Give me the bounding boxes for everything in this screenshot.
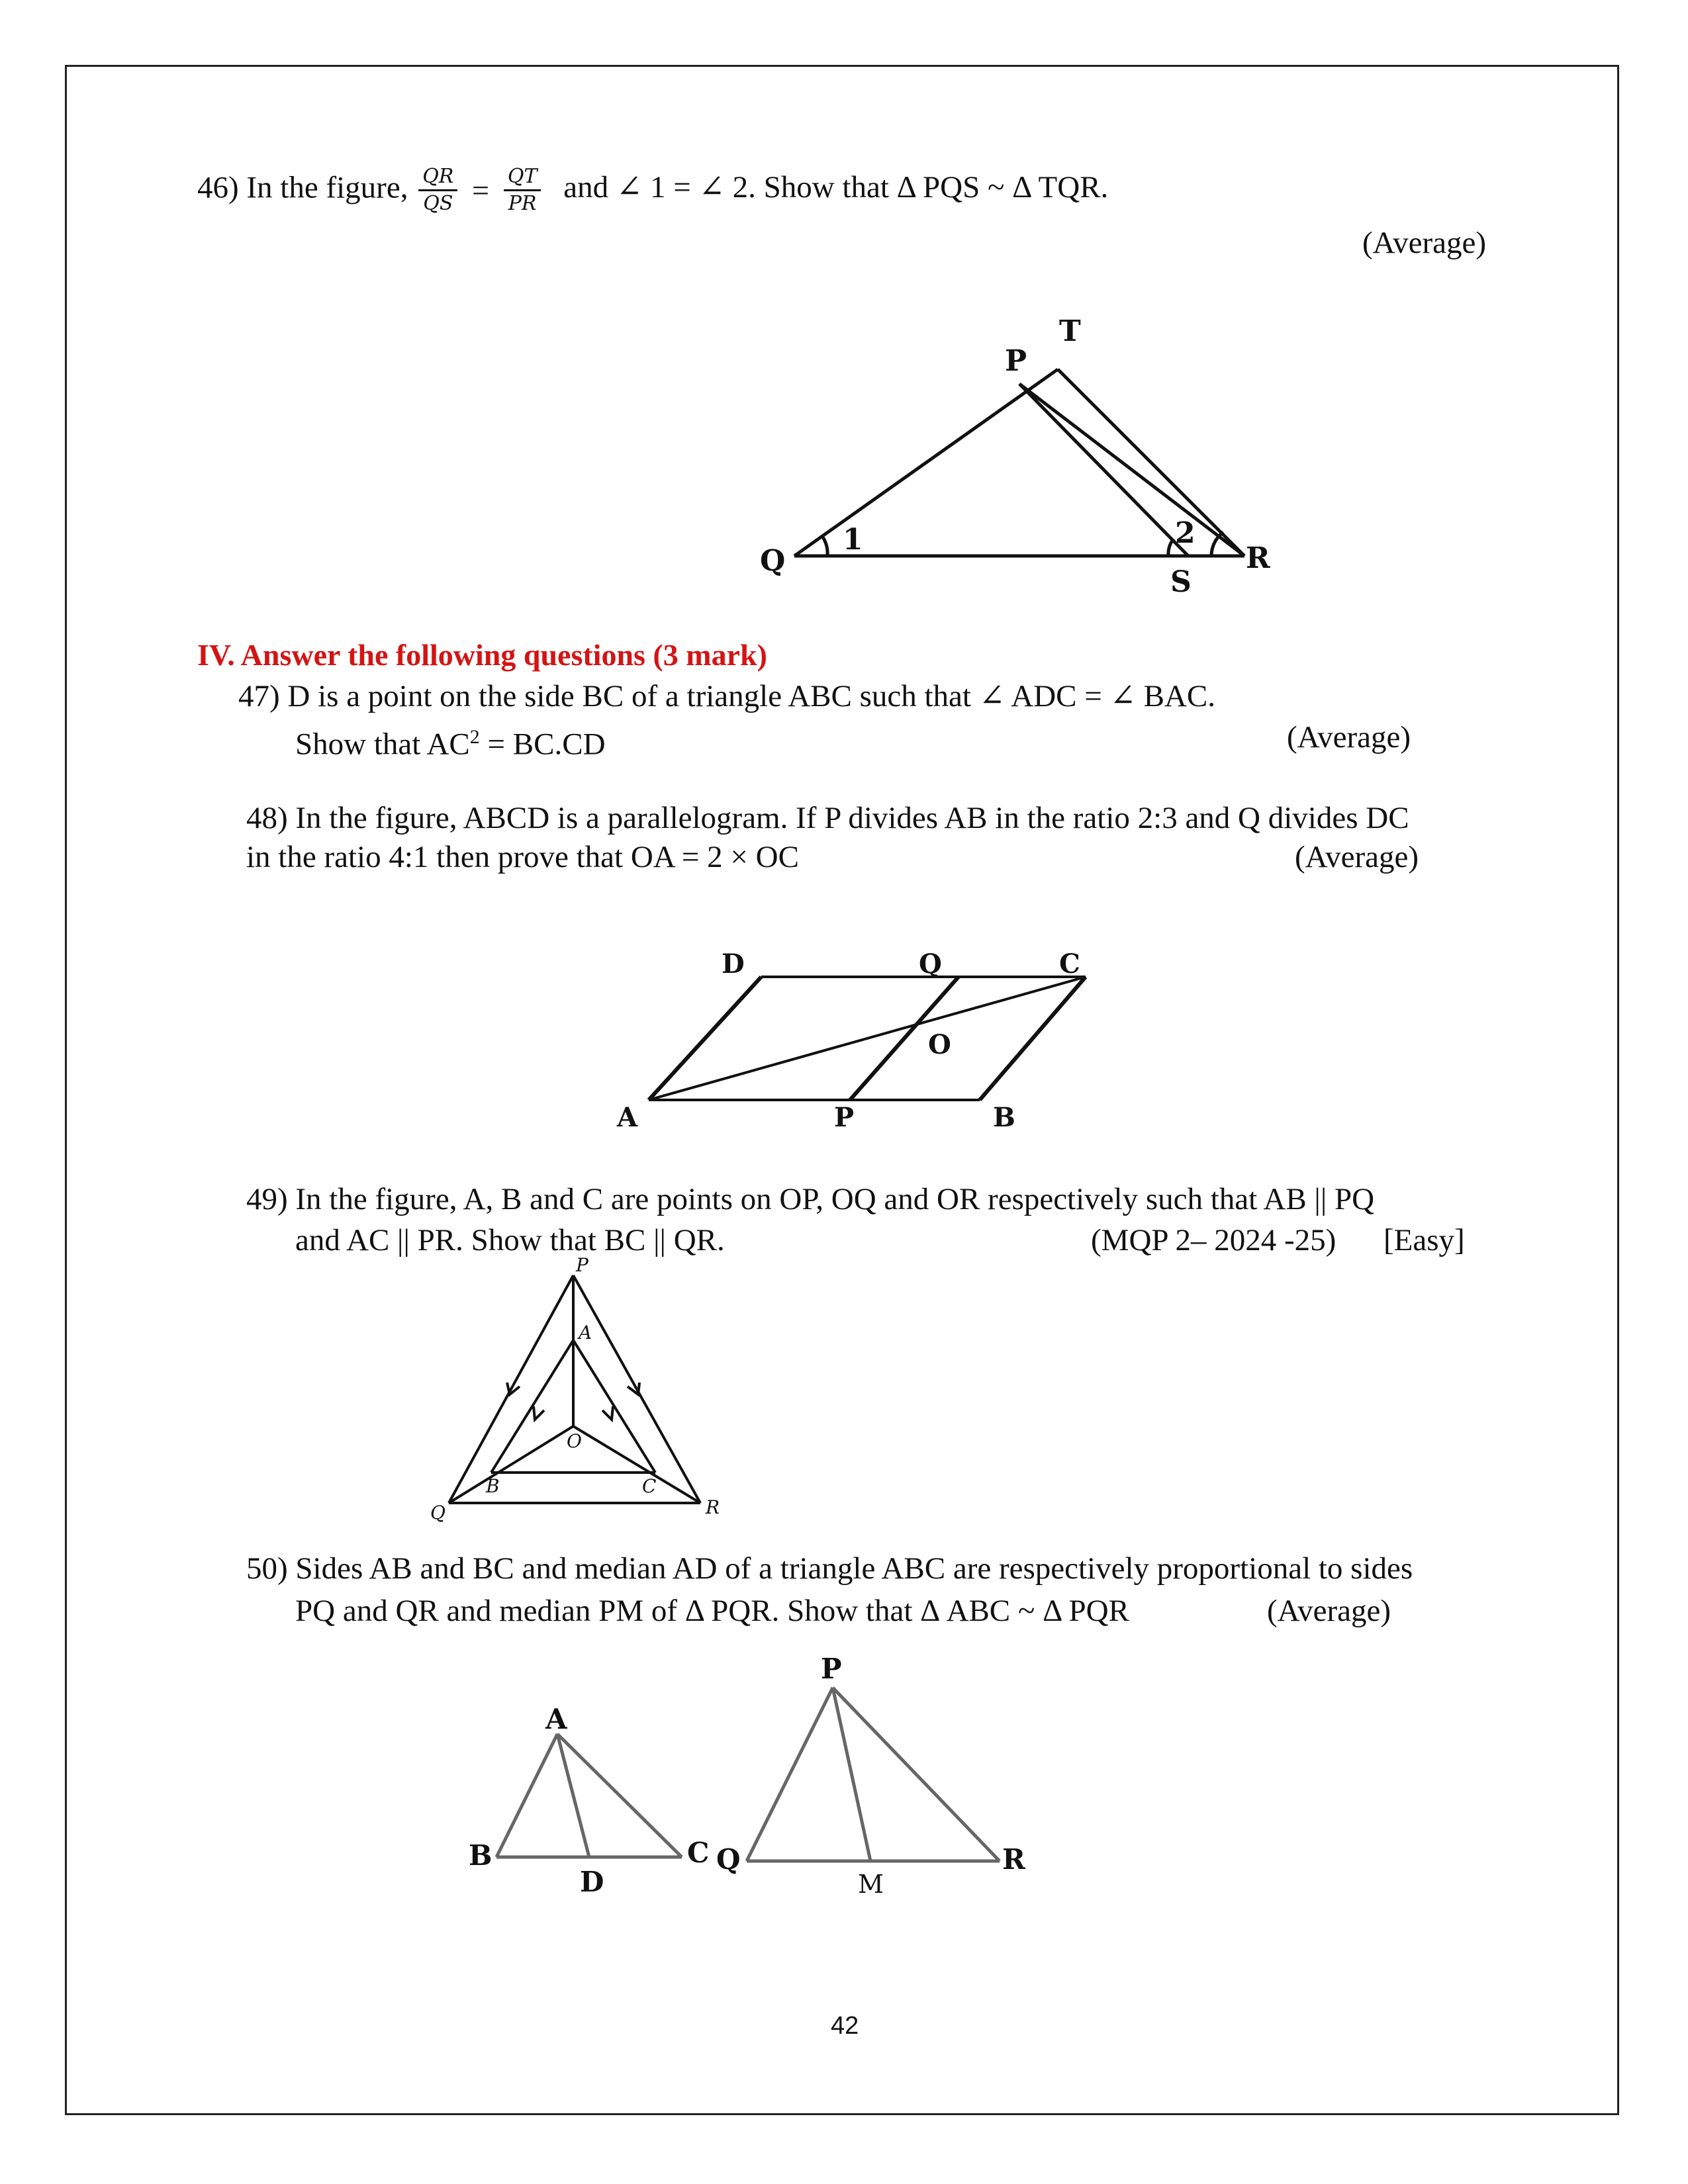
label-m: M <box>858 1870 884 1899</box>
line-tr <box>1058 369 1244 556</box>
q49-source: (MQP 2– 2024 -25) <box>1091 1223 1336 1257</box>
label-q: Q <box>716 1843 741 1876</box>
q47-difficulty: (Average) <box>1287 720 1411 754</box>
line-qt <box>794 369 1058 556</box>
label-r: R <box>1246 541 1270 575</box>
figure-46-triangle <box>748 311 1291 602</box>
label-p: P <box>576 1254 588 1276</box>
side-ad <box>649 977 761 1100</box>
q46-prefix: 46) In the figure, <box>197 170 408 205</box>
label-t: T <box>1059 314 1081 348</box>
label-d: D <box>722 948 745 979</box>
line-oq <box>449 1426 573 1503</box>
q46-difficulty: (Average) <box>1362 226 1486 260</box>
side-pr <box>833 1688 1000 1861</box>
page-number: 42 <box>831 2012 859 2040</box>
angle-2-arc <box>1168 539 1174 556</box>
line-ps <box>1019 384 1188 556</box>
question-49-line1: 49) In the figure, A, B and C are points on OP, OQ and OR respectively such that AB || PQ <box>246 1182 1375 1216</box>
parallel-arrow-icon <box>534 1406 544 1420</box>
fraction-numerator: QR <box>418 165 457 191</box>
fraction-qt-pr <box>504 165 541 215</box>
figure-50-triangles <box>457 1648 1053 1913</box>
superscript: 2 <box>469 726 480 748</box>
question-48-line2: in the ratio 4:1 then prove that OA = 2 × OC <box>246 840 799 874</box>
label-c: C <box>642 1475 657 1497</box>
line-pr <box>573 1275 700 1503</box>
label-angle-2: 2 <box>1175 516 1196 550</box>
label-c: C <box>1059 948 1080 979</box>
label-p: P <box>821 1653 842 1685</box>
median-pm <box>833 1688 870 1861</box>
question-48-line1: 48) In the figure, ABCD is a parallelogram. If P divides AB in the ratio 2:3 and Q divides DC <box>246 801 1409 835</box>
label-r: R <box>706 1496 720 1518</box>
side-pq <box>747 1688 833 1861</box>
label-s: S <box>1170 565 1192 599</box>
label-a: A <box>617 1102 638 1132</box>
q47-line2-prefix: Show that AC <box>295 727 470 762</box>
q46-suffix: and ∠ 1 = ∠ 2. Show that Δ PQS ~ Δ TQR. <box>563 170 1109 205</box>
label-o: O <box>928 1029 951 1060</box>
question-47-line1: 47) D is a point on the side BC of a triangle ABC such that ∠ ADC = ∠ BAC. <box>238 679 1216 713</box>
equals-sign: = <box>472 173 490 207</box>
label-a: A <box>545 1703 567 1735</box>
label-q: Q <box>919 948 942 979</box>
parallel-arrow-icon <box>602 1406 613 1420</box>
fraction-numerator: QT <box>504 165 541 191</box>
side-ab <box>496 1734 557 1857</box>
fraction-qr-qs <box>418 165 457 215</box>
question-49-line2: and AC || PR. Show that BC || QR. <box>295 1223 725 1257</box>
label-q: Q <box>430 1502 445 1524</box>
angle-1-arc <box>822 536 827 556</box>
line-or <box>573 1426 700 1503</box>
label-r: R <box>1002 1843 1025 1876</box>
label-q: Q <box>760 544 786 578</box>
line-pr <box>1019 384 1244 556</box>
q49-difficulty: [Easy] <box>1383 1223 1465 1257</box>
section-heading: IV. Answer the following questions (3 mark) <box>197 638 767 672</box>
side-ac <box>557 1734 682 1857</box>
side-cb <box>980 977 1086 1100</box>
label-d: D <box>580 1866 604 1898</box>
label-p: P <box>834 1102 855 1132</box>
label-p: P <box>1005 344 1027 378</box>
label-o: O <box>567 1430 582 1452</box>
question-50-line2: PQ and QR and median PM of Δ PQR. Show that Δ ABC ~ Δ PQR <box>295 1594 1129 1628</box>
label-angle-1: 1 <box>843 523 863 557</box>
line-pq <box>449 1275 573 1503</box>
label-a: A <box>579 1322 592 1343</box>
angle-r-arc <box>1211 532 1223 556</box>
label-b: B <box>993 1102 1015 1132</box>
median-ad <box>557 1734 589 1857</box>
q48-difficulty: (Average) <box>1295 840 1419 874</box>
figure-48-parallelogram <box>609 940 1105 1132</box>
question-46-text <box>197 165 1108 215</box>
figure-49-triangles <box>417 1254 735 1525</box>
label-b: B <box>486 1475 500 1497</box>
q50-difficulty: (Average) <box>1267 1594 1391 1628</box>
fraction-denominator: PR <box>508 192 537 215</box>
question-50-line1: 50) Sides AB and BC and median AD of a triangle ABC are respectively proportional to sides <box>246 1551 1413 1586</box>
line-ac <box>573 1340 655 1473</box>
label-b: B <box>469 1839 492 1872</box>
label-c: C <box>687 1837 710 1869</box>
fraction-denominator: QS <box>423 192 453 215</box>
q47-line2-suffix: = BC.CD <box>479 727 606 762</box>
question-47-line2 <box>295 717 606 764</box>
